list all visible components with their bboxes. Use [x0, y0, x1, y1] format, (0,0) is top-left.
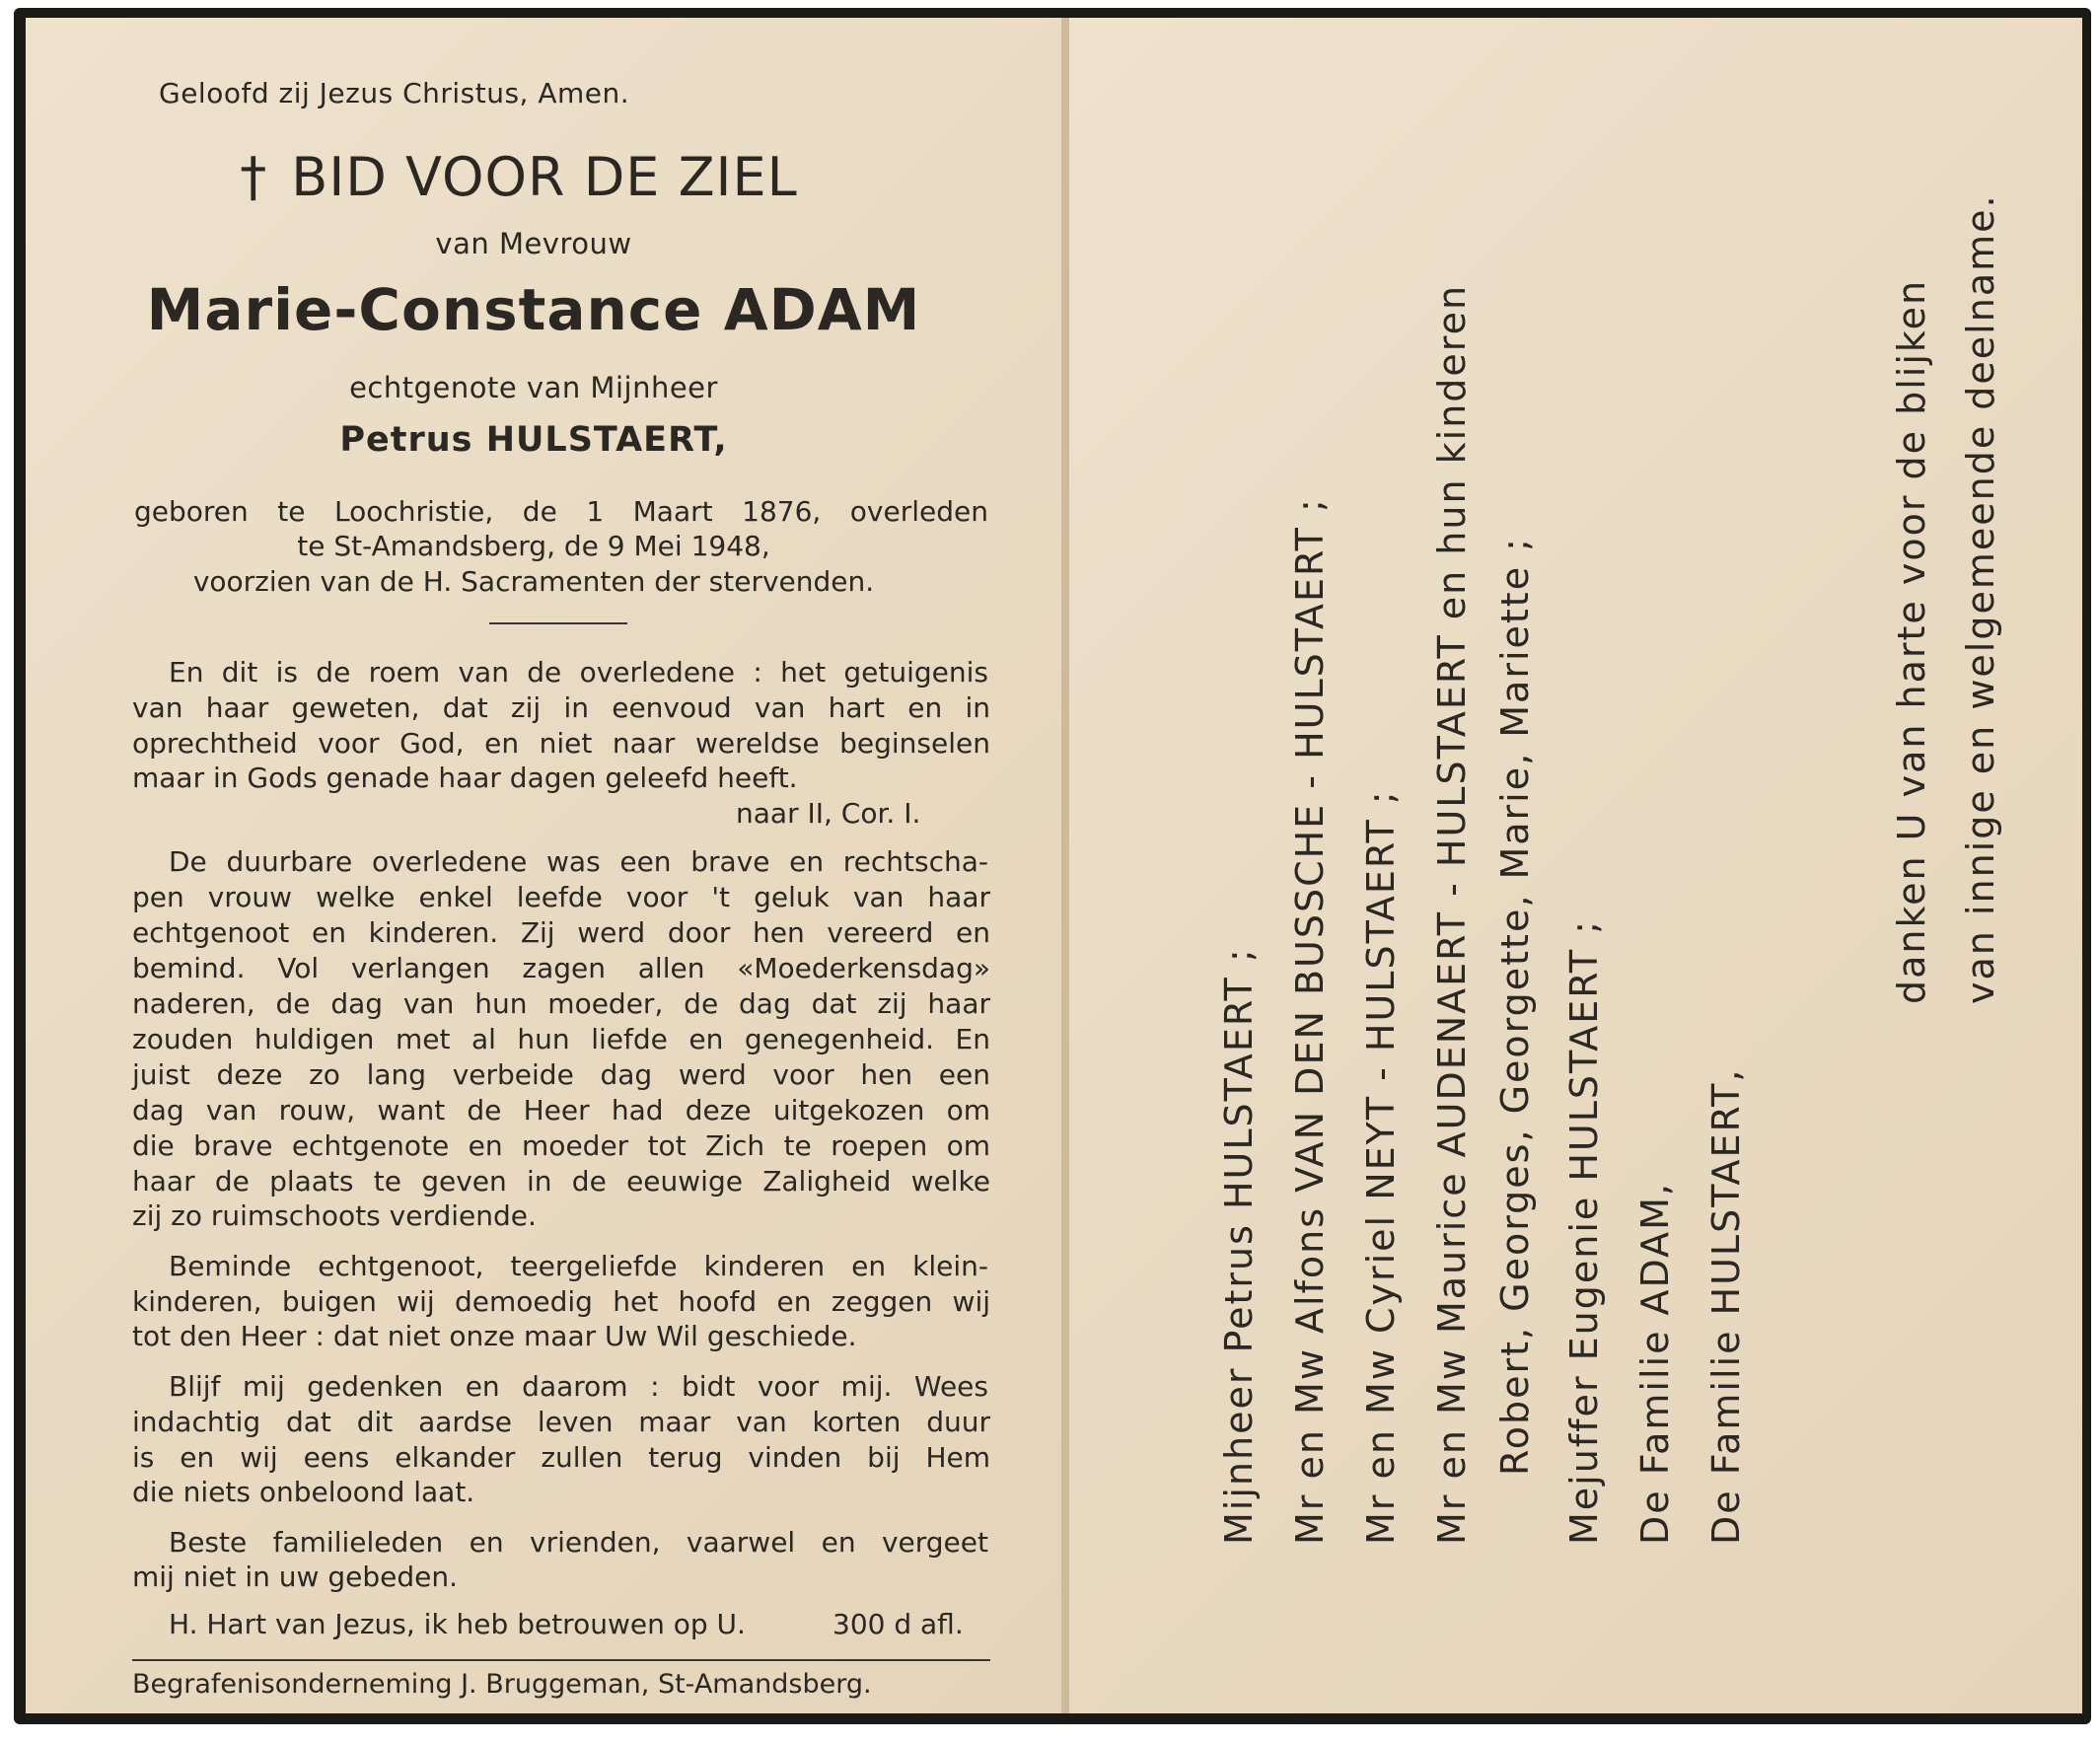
- heading: BID VOOR DE ZIEL: [291, 146, 798, 208]
- para1-line: maar in Gods genade haar dagen geleefd heeft.: [132, 762, 798, 794]
- para2-line: bemind. Vol verlangen zagen allen «Moederkensdag»: [132, 952, 990, 984]
- spouse-pre: echtgenote van Mijnheer: [349, 371, 718, 404]
- family-block: [1069, 18, 2082, 1713]
- bottom-divider: [132, 1659, 990, 1661]
- para2-line: De duurbare overledene was een brave en rechtscha-: [169, 845, 988, 878]
- para4-line: die niets onbeloond laat.: [132, 1476, 475, 1508]
- para4-line: indachtig dat dit aardse leven maar van korten duur: [132, 1406, 990, 1438]
- cross-icon: †: [240, 146, 268, 208]
- para4-line: Blijf mij gedenken en daarom : bidt voor mij. Wees: [169, 1370, 988, 1403]
- birth-line-1: geboren te Loochristie, de 1 Maart 1876, overleden: [134, 495, 988, 528]
- para2-line: pen vrouw welke enkel leefde voor 't geluk van haar: [132, 881, 990, 913]
- para1-line: En dit is de roem van de overledene : het getuigenis: [169, 656, 988, 689]
- heading-row: [26, 146, 1061, 208]
- family-line: Mr en Mw Cyriel NEYT - HULSTAERT ;: [1359, 789, 1403, 1545]
- para3-line: kinderen, buigen wij demoedig het hoofd en zeggen wij: [132, 1285, 990, 1318]
- family-line: Mr en Mw Maurice AUDENAERT - HULSTAERT en hun kinderen: [1430, 283, 1474, 1545]
- para2-line: die brave echtgenote en moeder tot Zich te roepen om: [132, 1129, 990, 1162]
- spouse-name: Petrus HULSTAERT,: [339, 420, 728, 460]
- family-line: Mijnheer Petrus HULSTAERT ;: [1217, 947, 1261, 1545]
- family-line: De Familie ADAM,: [1633, 1182, 1677, 1545]
- para2-line: echtgenoot en kinderen. Zij werd door hen vereerd en: [132, 916, 990, 949]
- left-page: [26, 18, 1061, 1713]
- family-line: Mejuffer Eugenie HULSTAERT ;: [1562, 918, 1606, 1545]
- para5-line: Beste familieleden en vrienden, vaarwel en vergeet: [169, 1526, 988, 1559]
- para1-reference: naar II, Cor. I.: [736, 797, 921, 830]
- para2-line: zij zo ruimschoots verdiende.: [132, 1199, 537, 1232]
- para3-line: tot den Heer : dat niet onze maar Uw Wil geschiede.: [132, 1320, 857, 1352]
- family-line: Robert, Georges, Georgette, Marie, Mariette ;: [1493, 537, 1537, 1476]
- birth-line-2: te St-Amandsberg, de 9 Mei 1948,: [297, 530, 770, 562]
- indulgence: 300 d afl.: [833, 1608, 964, 1640]
- para1-line: oprechtheid voor God, en niet naar wereldse beginselen: [132, 727, 990, 760]
- para2-line: naderen, de dag van hun moeder, de dag dat zij haar: [132, 987, 990, 1020]
- para1-line: van haar geweten, dat zij in eenvoud van hart en in: [132, 691, 990, 724]
- para2-line: dag van rouw, want de Heer had deze uitgekozen om: [132, 1094, 990, 1126]
- right-page: [1069, 18, 2082, 1713]
- card-fold: [1061, 18, 1069, 1713]
- thanks-line: danken U van harte voor de blijken: [1890, 278, 1933, 1004]
- para4-line: is en wij eens elkander zullen terug vinden bij Hem: [132, 1441, 990, 1474]
- para3-line: Beminde echtgenoot, teergeliefde kinderen en klein-: [169, 1250, 988, 1282]
- para2-line: haar de plaats te geven in de eeuwige Zaligheid welke: [132, 1165, 990, 1198]
- prayer-line: H. Hart van Jezus, ik heb betrouwen op U.: [169, 1608, 746, 1640]
- thanks-line: van innige en welgemeende deelname.: [1959, 193, 2002, 1004]
- memorial-card: [14, 8, 2091, 1724]
- title-pre: van Mevrouw: [435, 227, 632, 260]
- short-divider: [489, 622, 627, 624]
- deceased-name: Marie-Constance ADAM: [146, 276, 921, 343]
- family-line: De Familie HULSTAERT,: [1704, 1067, 1748, 1545]
- para2-line: zouden huldigen met al hun liefde en genegenheid. En: [132, 1023, 990, 1055]
- intro-line: Geloofd zij Jezus Christus, Amen.: [159, 77, 630, 109]
- para2-line: juist deze zo lang verbeide dag werd voor hen een: [132, 1058, 990, 1091]
- para5-line: mij niet in uw gebeden.: [132, 1561, 458, 1593]
- undertaker: Begrafenisonderneming J. Bruggeman, St-Amandsberg.: [132, 1669, 872, 1700]
- birth-line-3: voorzien van de H. Sacramenten der stervenden.: [192, 565, 875, 598]
- family-line: Mr en Mw Alfons VAN DEN BUSSCHE - HULSTAERT ;: [1288, 497, 1332, 1545]
